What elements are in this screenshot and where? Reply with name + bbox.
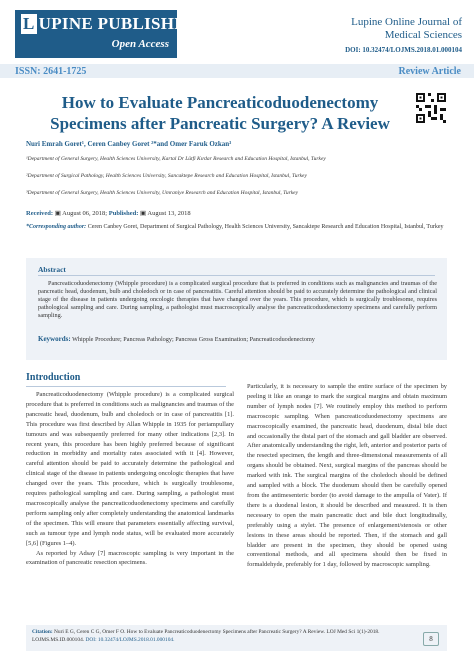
corresponding-author: *Corresponding author: Ceren Canbey Goret, Department of Surgical Pathology, Health Sciences University, Sancaktepe Research and Education Hospital, Istanbul, Turkey: [26, 224, 444, 230]
issn: ISSN: 2641-1725: [15, 66, 87, 77]
header-doi[interactable]: DOI: 10.32474/LOJMS.2018.01.000104: [345, 46, 462, 54]
publisher-name: L UPINE PUBLISHERS: [23, 14, 209, 33]
paragraph: Pancreaticoduodenectomy (Whipple procedure) is a complicated surgical procedure that is preferred in conditions such as malignancies and traumas of the pancreatic head, duodenum, bulb and choledoch or in case of pancreatitis [1]. This procedure was first described by Allan Whipple in 1935 for periampullary tumours and was subsequently preferred for many other indications [2,3]. In recent years, this procedure has been highly preferred because of significant reduction in morbidity and mortality rates associated with it [4]. However, careful attention should be paid to accurately determine the pathological and clinical stage of the disease in patients undergoing oncologic therapies that have changed over the years. This procedure, which is surgically troublesome, requires pathological sampling and care. During sampling, a pathologist must macroscopically analyse the pancreaticoduodenectomy specimens and carefully perform sampling only after completely understanding the anatomical landmarks of the specimen. This will ensure that parameters essentially affecting survival, such as tumour type and lymph node status, will be evaluated more accurately [5,6] (Figures 1–4).: [26, 391, 234, 547]
right-column: [247, 382, 447, 570]
abstract-divider: [38, 275, 435, 276]
calendar-icon: ▣: [139, 210, 147, 217]
citation-label: Citation:: [32, 629, 53, 635]
journal-name: Lupine Online Journal of Medical Sciences: [351, 16, 462, 41]
publisher-logo: [15, 10, 209, 58]
authors: Nuri Emrah Goret¹, Ceren Canbey Goret ²*and Omer Faruk Ozkan³: [26, 140, 232, 148]
paragraph: Particularly, it is necessary to sample the entire surface of the specimen by peeling it like an orange to mark the surgical margins and obtain maximum number of lymph nodes [7]. We routinely employ this method to perform macroscopic sampling. When pancreaticoduodenectomy specimens are macroscopically examined, the pancreatic head, duodenum, distal bile duct and occasionally the distal part of the stomach and gall bladder are observed. After anatomically understanding the right, left, anterior and posterior parts of the resected specimen, the length and three-dimensional measurements of all organs should be obtained. Next, surgical margins of the pancreas should be marked with ink. The surgical margins of the choledoch should be defined and sampled with a block. The duodenum should then be carefully opened from the antimesenteric border (to avoid damage to the ampulla of Vater). If there is a duodenal lesion, it should be described and measured. It is then necessary to open the main pancreatic duct and bile duct longitudinally, preferably using a stylet. The presence of enlargement/stenosis or other lesions in these areas should be reported. Then, if the stomach and gall bladder are present in the specimen, they should be opened using conventional methods, and all specimens should then be fixed in formaldehyde, preferably for 1 day, followed by macroscopic sampling.: [247, 383, 447, 569]
affiliation-2: ²Department of Surgical Pathology, Health Sciences University, Sancaktepe Research and Education Hospital, Istanbul, Turkey: [26, 173, 307, 179]
keywords-text: Whipple Procedure; Pancreas Pathology; Pancreas Gross Examination; Pancreaticoduodenectomy: [72, 336, 315, 343]
article-title: How to Evaluate Pancreaticoduodenectomy Specimens after Pancreatic Surgery? A Review: [50, 93, 390, 133]
published-label: Published:: [108, 210, 139, 217]
calendar-icon: ▣: [54, 210, 61, 217]
left-column: [26, 390, 234, 568]
published-date: August 13, 2018: [147, 210, 191, 217]
citation-doi[interactable]: DOI: 10.32474/LOJMS.2018.01.000104.: [85, 637, 175, 643]
received-date: August 06, 2018;: [62, 210, 108, 217]
keywords: [38, 335, 438, 343]
citation-footer: [26, 625, 447, 651]
paragraph: As reported by Adsay [7] macroscopic sampling is very important in the examination of pancreatic resection specimens.: [26, 549, 234, 567]
keywords-label: Keywords:: [38, 335, 71, 343]
citation-text: Nuri E G, Ceren C G, Omer F O. How to Evaluate Pancreaticoduodenectomy Specimens after Pancreatic Surgery? A Review. LOJ Med Sci 1(1)-2018. LOJMS.MS.ID.000104.: [32, 629, 380, 643]
citation: [32, 628, 417, 644]
article-dates: [26, 209, 191, 217]
abstract-text: Pancreaticoduodenectomy (Whipple procedure) is a complicated surgical procedure that is preferred in conditions such as malignancies and traumas of the pancreatic head, duodenum, bulb and choledoch or in case of pancreatitis. Careful attention should be paid to accurately determine the pathological and clinical stage of the disease in patients undergoing oncologic therapies that have changed over the years. This procedure, which is surgically troublesome, requires pathological sampling and care. During sampling, a pathologist must macroscopically analyse the pancreaticoduodenectomy specimens and carefully perform sampling.: [38, 280, 437, 320]
publisher-tagline: Open Access: [111, 38, 169, 50]
received-label: Received:: [26, 210, 54, 217]
abstract-box: [26, 258, 447, 360]
article-type: Review Article: [398, 66, 461, 77]
qr-code-icon: [416, 93, 446, 123]
affiliation-1: ¹Department of General Surgery, Health Sciences University, Kartal Dr Lütfi Kırdar Research and Education Hospital, Istanbul, Turkey: [26, 156, 326, 162]
introduction-heading: Introduction: [26, 372, 81, 383]
introduction-divider: [26, 386, 226, 387]
page-number: 8: [423, 632, 439, 646]
affiliation-3: ³Department of General Surgery, Health Sciences University, Umraniye Research and Education Hospital, Istanbul, Turkey: [26, 190, 299, 196]
abstract-heading: Abstract: [38, 265, 66, 274]
